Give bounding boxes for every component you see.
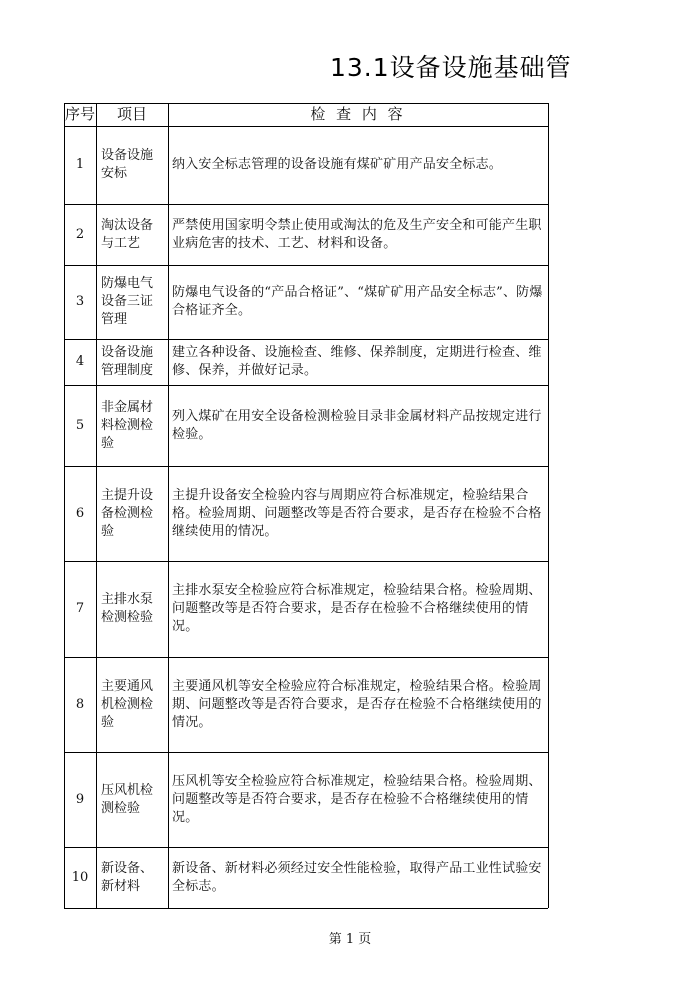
- row-item: 主排水泵检测检验: [101, 592, 154, 625]
- page-footer: 第 1 页: [328, 932, 372, 947]
- row-content-text: 纳入安全标志管理的设备设施有煤矿矿用产品安全标志。: [172, 157, 503, 172]
- header-content: 检 查 内 容: [310, 105, 406, 123]
- row-content-text: 列入煤矿在用安全设备检测检验目录非金属材料产品按规定进行检验。: [172, 408, 542, 442]
- table-row-divider: [64, 339, 548, 340]
- row-seq: 2: [75, 226, 85, 242]
- row-seq: 1: [75, 157, 85, 172]
- row-content-text: 主排水泵安全检验应符合标准规定，检验结果合格。检验周期、问题整改等是否符合要求，是否存在检验不合格继续使用的情况。: [172, 583, 542, 634]
- table-column-divider: [64, 103, 65, 908]
- row-seq: 7: [75, 601, 85, 616]
- table-row-divider: [64, 103, 548, 104]
- table-row-divider: [64, 385, 548, 386]
- table-row-divider: [64, 204, 548, 205]
- table-row-divider: [64, 847, 548, 848]
- row-content: [168, 265, 548, 339]
- table-row-divider: [64, 908, 548, 909]
- row-content: [168, 126, 548, 204]
- row-item: 压风机检测检验: [101, 782, 154, 816]
- row-content-text: 新设备、新材料必须经过安全性能检验，取得产品工业性试验安全标志。: [172, 860, 542, 894]
- row-seq: 10: [71, 869, 89, 885]
- row-seq: 6: [75, 505, 85, 521]
- row-content-text: 主要通风机等安全检验应符合标准规定，检验结果合格。检验周期、问题整改等是否符合要求，是否存在检验不合格继续使用的情况。: [172, 678, 542, 730]
- table-row-divider: [64, 561, 548, 562]
- row-content-text: 严禁使用国家明令禁止使用或淘汰的危及生产安全和可能产生职业病危害的技术、工艺、材料和设备。: [172, 217, 542, 251]
- row-content: [168, 752, 548, 847]
- row-seq: 3: [75, 294, 85, 309]
- row-seq: 8: [75, 696, 85, 712]
- row-content-text: 压风机等安全检验应符合标准规定，检验结果合格。检验周期、问题整改等是否符合要求，是否存在检验不合格继续使用的情况。: [172, 773, 542, 825]
- table-column-divider: [548, 103, 549, 908]
- row-seq: 4: [75, 354, 85, 369]
- header-seq: 序号: [64, 105, 95, 123]
- table-row-divider: [64, 126, 548, 127]
- table-row-divider: [64, 265, 548, 266]
- row-item: 主要通风机检测检验: [101, 678, 154, 730]
- header-item: 项目: [116, 105, 147, 123]
- row-item: 主提升设备检测检验: [101, 487, 154, 539]
- row-content: [168, 561, 548, 657]
- page-title: 13.1设备设施基础管: [330, 53, 572, 82]
- row-item: 设备设施安标: [101, 148, 154, 181]
- table-column-divider: [168, 103, 169, 908]
- row-content: [168, 657, 548, 752]
- row-item: 非金属材料检测检验: [101, 399, 154, 451]
- row-item: 淘汰设备与工艺: [101, 217, 154, 251]
- row-content: [168, 204, 548, 265]
- row-content-text: 建立各种设备、设施检查、维修、保养制度，定期进行检查、维修、保养，并做好记录。: [172, 345, 542, 378]
- row-seq: 9: [75, 791, 85, 807]
- row-item: 防爆电气设备三证管理: [101, 276, 154, 327]
- table-column-divider: [96, 103, 97, 908]
- table-row-divider: [64, 752, 548, 753]
- row-content: [168, 466, 548, 561]
- row-content: [168, 847, 548, 908]
- row-content: [168, 385, 548, 466]
- table-row-divider: [64, 466, 548, 467]
- row-content-text: 主提升设备安全检验内容与周期应符合标准规定，检验结果合格。检验周期、问题整改等是否符合要求，是否存在检验不合格继续使用的情况。: [172, 487, 542, 539]
- table-row-divider: [64, 657, 548, 658]
- row-seq: 5: [75, 417, 85, 433]
- row-content-text: 防爆电气设备的“产品合格证”、“煤矿矿用产品安全标志”、防爆合格证齐全。: [172, 285, 543, 318]
- row-content: [168, 339, 548, 385]
- row-item: 新设备、新材料: [101, 860, 154, 894]
- row-item: 设备设施管理制度: [101, 345, 154, 378]
